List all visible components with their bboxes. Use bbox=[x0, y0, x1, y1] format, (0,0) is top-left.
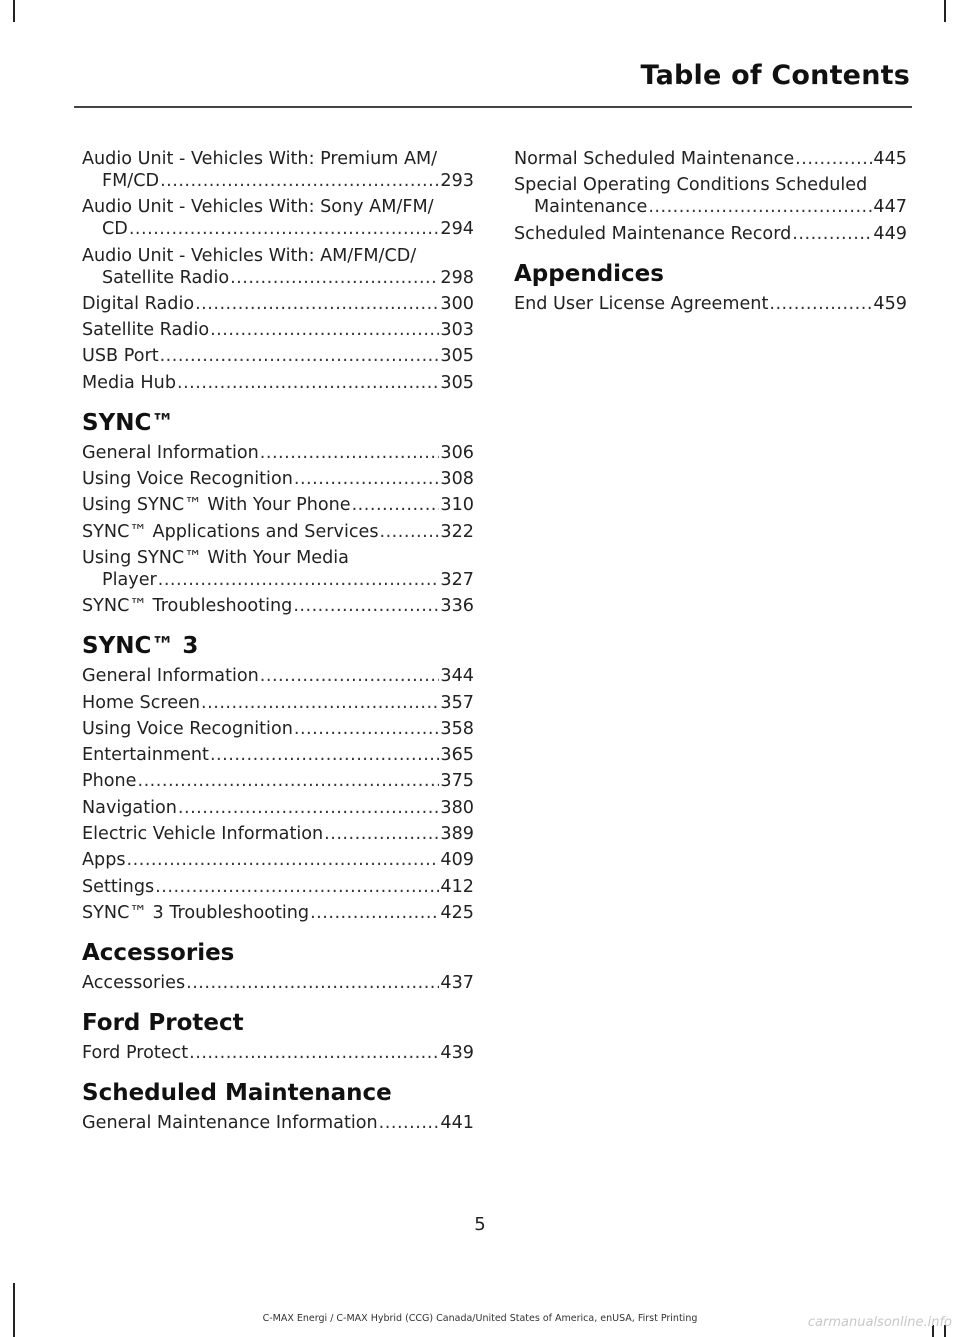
toc-page-number: 310 bbox=[440, 495, 474, 516]
crop-mark-top-left bbox=[13, 0, 15, 22]
toc-entry-title: Media Hub bbox=[82, 372, 176, 393]
toc-entry-title: General Maintenance Information bbox=[82, 1112, 378, 1133]
dot-leader bbox=[138, 770, 440, 792]
toc-entry-title: Normal Scheduled Maintenance bbox=[514, 149, 795, 169]
toc-entry[interactable] bbox=[82, 1042, 474, 1064]
toc-entry-title: Satellite Radio bbox=[102, 267, 230, 288]
toc-entry-title-line: Special Operating Conditions Scheduled bbox=[514, 175, 868, 196]
dot-leader bbox=[324, 823, 439, 845]
toc-page-number: 293 bbox=[440, 171, 474, 191]
toc-page-number: 357 bbox=[440, 692, 474, 713]
toc-entry[interactable] bbox=[514, 293, 907, 315]
toc-entry[interactable] bbox=[82, 744, 474, 766]
toc-entry-title: SYNC™ 3 Troubleshooting bbox=[82, 902, 310, 923]
toc-entry-title: FM/CD bbox=[102, 171, 160, 191]
toc-entry[interactable] bbox=[514, 223, 907, 245]
toc-entry[interactable] bbox=[82, 245, 474, 289]
dot-leader bbox=[178, 797, 440, 819]
crop-mark-top-right bbox=[944, 0, 946, 22]
toc-entry[interactable] bbox=[82, 345, 474, 367]
toc-entry[interactable] bbox=[82, 319, 474, 341]
toc-entry[interactable] bbox=[82, 665, 474, 687]
toc-page-number: 305 bbox=[440, 346, 474, 367]
header-rule bbox=[74, 106, 912, 108]
toc-entry-title: Home Screen bbox=[82, 692, 201, 713]
toc-page-number: 380 bbox=[440, 797, 474, 818]
toc-page-number: 365 bbox=[440, 745, 474, 766]
toc-page-number: 344 bbox=[440, 666, 474, 687]
dot-leader bbox=[795, 148, 872, 170]
toc-entry-title: Satellite Radio bbox=[82, 320, 210, 341]
toc-page-number: 459 bbox=[873, 293, 907, 314]
dot-leader bbox=[210, 744, 439, 766]
crop-mark-bottom-left bbox=[13, 1283, 15, 1337]
toc-page-number: 389 bbox=[440, 824, 474, 845]
toc-entry-title: Navigation bbox=[82, 797, 177, 818]
dot-leader bbox=[648, 196, 872, 218]
toc-entry-title: Ford Protect bbox=[82, 1042, 189, 1063]
toc-entry[interactable] bbox=[82, 972, 474, 994]
dot-leader bbox=[294, 468, 440, 490]
toc-page-number: 306 bbox=[440, 442, 474, 463]
toc-entry-title-line: Audio Unit - Vehicles With: Premium AM/ bbox=[82, 149, 438, 169]
toc-page-number: 375 bbox=[440, 771, 474, 792]
toc-page-number: 439 bbox=[440, 1042, 474, 1063]
toc-entry-title-line: Using SYNC™ With Your Media bbox=[82, 547, 349, 568]
toc-entry[interactable] bbox=[82, 823, 474, 845]
toc-entry-title-line: Audio Unit - Vehicles With: Sony AM/FM/ bbox=[82, 197, 434, 218]
toc-page-number: 425 bbox=[440, 902, 474, 923]
toc-entry-title: Electric Vehicle Information bbox=[82, 824, 324, 845]
section-heading: Accessories bbox=[82, 939, 235, 966]
toc-page-number: 336 bbox=[440, 596, 474, 617]
toc-entry[interactable] bbox=[82, 196, 474, 240]
toc-page-number: 327 bbox=[440, 569, 474, 590]
toc-page-number: 445 bbox=[873, 149, 907, 169]
toc-entry[interactable] bbox=[82, 849, 474, 871]
toc-page-number: 298 bbox=[440, 267, 474, 288]
toc-entry-title: Scheduled Maintenance Record bbox=[514, 223, 792, 244]
toc-entry-title: Apps bbox=[82, 850, 126, 871]
dot-leader bbox=[230, 267, 439, 289]
toc-entry[interactable] bbox=[82, 521, 474, 543]
toc-entry[interactable] bbox=[82, 770, 474, 792]
page-title: Table of Contents bbox=[640, 60, 910, 91]
toc-entry[interactable] bbox=[82, 595, 474, 617]
toc-entry-title: Using Voice Recognition bbox=[82, 718, 293, 739]
dot-leader bbox=[155, 876, 439, 898]
dot-leader bbox=[195, 293, 439, 315]
toc-entry[interactable] bbox=[82, 718, 474, 740]
dot-leader bbox=[352, 494, 440, 516]
toc-entry-title: End User License Agreement bbox=[514, 293, 769, 314]
section-heading: Ford Protect bbox=[82, 1009, 244, 1036]
dot-leader bbox=[201, 692, 439, 714]
dot-leader bbox=[160, 170, 439, 192]
toc-entry-title: Phone bbox=[82, 771, 137, 792]
dot-leader bbox=[210, 319, 439, 341]
dot-leader bbox=[769, 293, 872, 315]
dot-leader bbox=[129, 218, 440, 240]
dot-leader bbox=[127, 849, 440, 871]
toc-entry-title: Player bbox=[102, 569, 157, 590]
section-heading: SYNC™ bbox=[82, 409, 175, 436]
dot-leader bbox=[186, 972, 439, 994]
toc-entry[interactable] bbox=[82, 797, 474, 819]
toc-entry[interactable] bbox=[514, 174, 907, 218]
toc-column-right bbox=[514, 148, 907, 319]
toc-entry[interactable] bbox=[82, 442, 474, 464]
section-heading: Appendices bbox=[514, 260, 664, 287]
dot-leader bbox=[158, 569, 440, 591]
toc-entry-title: Using Voice Recognition bbox=[82, 469, 293, 490]
toc-entry[interactable] bbox=[82, 876, 474, 898]
page-number: 5 bbox=[474, 1214, 486, 1235]
section-heading: Scheduled Maintenance bbox=[82, 1079, 392, 1106]
dot-leader bbox=[260, 665, 440, 687]
toc-entry-title: Accessories bbox=[82, 972, 186, 993]
toc-column-left bbox=[82, 148, 474, 1138]
dot-leader bbox=[310, 902, 439, 924]
toc-entry[interactable] bbox=[82, 1112, 474, 1134]
dot-leader bbox=[294, 718, 440, 740]
toc-page-number: 303 bbox=[440, 320, 474, 341]
dot-leader bbox=[792, 223, 872, 245]
toc-entry[interactable] bbox=[514, 148, 907, 170]
toc-entry-title: Using SYNC™ With Your Phone bbox=[82, 495, 351, 516]
toc-entry[interactable] bbox=[82, 372, 474, 394]
toc-page-number: 449 bbox=[873, 223, 907, 244]
dot-leader bbox=[293, 595, 439, 617]
dot-leader bbox=[379, 1112, 440, 1134]
dot-leader bbox=[189, 1042, 439, 1064]
toc-entry[interactable] bbox=[82, 148, 474, 192]
toc-page-number: 305 bbox=[440, 372, 474, 393]
toc-entry-title: Settings bbox=[82, 876, 155, 897]
toc-entry-title-line: Audio Unit - Vehicles With: AM/FM/CD/ bbox=[82, 245, 417, 266]
toc-page-number: 409 bbox=[440, 850, 474, 871]
toc-entry-title: General Information bbox=[82, 442, 259, 463]
toc-page-number: 294 bbox=[440, 219, 474, 240]
toc-page-number: 358 bbox=[440, 718, 474, 739]
toc-entry-title: SYNC™ Troubleshooting bbox=[82, 596, 293, 617]
toc-page-number: 300 bbox=[440, 293, 474, 314]
toc-entry-title: Digital Radio bbox=[82, 293, 195, 314]
toc-page-number: 447 bbox=[873, 197, 907, 218]
toc-entry[interactable] bbox=[82, 494, 474, 516]
toc-entry[interactable] bbox=[82, 547, 474, 591]
toc-entry-title: General Information bbox=[82, 666, 259, 687]
toc-page-number: 441 bbox=[440, 1112, 474, 1133]
toc-page-number: 308 bbox=[440, 469, 474, 490]
dot-leader bbox=[260, 442, 440, 464]
toc-page-number: 437 bbox=[440, 972, 474, 993]
toc-entry[interactable] bbox=[82, 902, 474, 924]
section-heading: SYNC™ 3 bbox=[82, 633, 199, 660]
dot-leader bbox=[160, 345, 440, 367]
toc-page-number: 412 bbox=[440, 876, 474, 897]
toc-entry[interactable] bbox=[82, 468, 474, 490]
dot-leader bbox=[380, 521, 440, 543]
toc-entry-title: Entertainment bbox=[82, 745, 209, 766]
toc-entry[interactable] bbox=[82, 293, 474, 315]
page-footer: C-MAX Energi / C-MAX Hybrid (CCG) Canada/United States of America, enUSA, First Printing bbox=[262, 1313, 698, 1324]
toc-entry-title: USB Port bbox=[82, 346, 159, 367]
toc-entry-title: Maintenance bbox=[534, 197, 648, 218]
toc-entry-title: CD bbox=[102, 219, 128, 240]
toc-page-number: 322 bbox=[440, 521, 474, 542]
toc-entry[interactable] bbox=[82, 692, 474, 714]
dot-leader bbox=[177, 372, 439, 394]
toc-entry-title: SYNC™ Applications and Services bbox=[82, 521, 379, 542]
watermark: carmanualsonline.info bbox=[807, 1315, 952, 1330]
